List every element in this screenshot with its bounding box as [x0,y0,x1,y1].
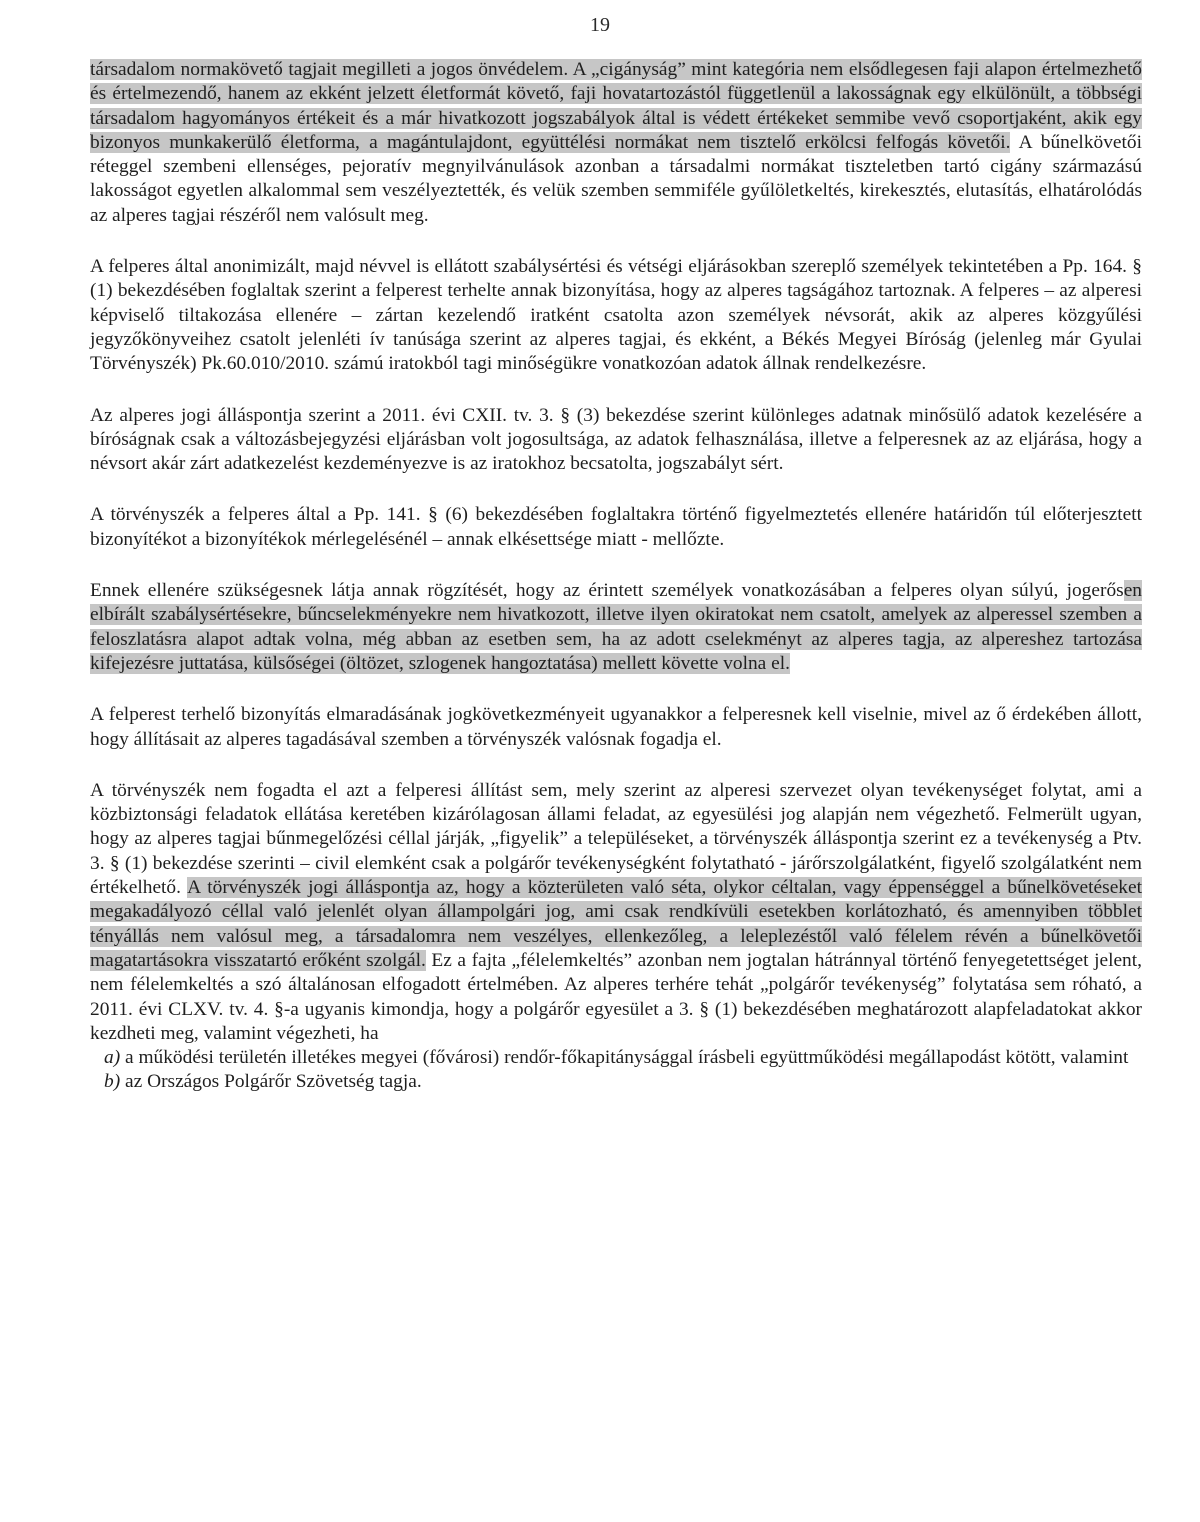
page-number: 19 [590,14,610,36]
paragraph-3 [90,404,1142,477]
list-marker: a) [104,1047,121,1069]
text-run: Ez a fajta „félelemkeltés” azonban nem jogtalan hátránnyal történő fenyegetettséget jelent, nem félelemkeltés a szó általánosan elfogadott értelmében. Az alperes terhére tehát „polgárőr tevékenység” folytatása sem róható, a 2011. évi CLXV. tv. 4. §-a ugyanis kimondja, hogy a polgárőr egyesület a 3. § (1) bekezdésében meghatározott alapfeladatokat akkor kezdheti meg, valamint végezheti, ha [90,949,1142,1044]
text-run: A törvényszék a felperes által a Pp. 141. § (6) bekezdésében foglaltakra történő figyelmeztetés ellenére határidőn túl előterjesztett bizonyítékot a bizonyítékok mérlegelésénél – annak elkésettsége miatt - mellőzte. [90,504,1142,550]
list-marker: b) [104,1071,121,1093]
document-body [90,58,1142,1095]
highlighted-passage: en elbírált szabálysértésekre, bűncselekményekre nem hivatkozott, illetve ilyen okiratokat nem csatolt, amelyek az alperessel szemben a feloszlatásra alapot adtak volna, még abban az esetben sem, ha az adott cselekményt az alperes tagja, az alpereshez tartozása kifejezésre juttatása, külsőségei (öltözet, szlogenek hangoztatása) mellett követte volna el. [90,580,1142,674]
paragraph-7 [90,779,1142,1046]
text-run: A bűnelkövetői réteggel szembeni ellenséges, pejoratív megnyilvánulások azonban a társadalmi normákat tiszteletben tartó cigány származású lakosságot egyetlen alkalommal sem veszélyeztették, és velük szemben semmiféle gyűlöletkeltés, kirekesztés, elutasítás, elhatárolódás az alperes tagjai részéről nem valósult meg. [90,131,1142,226]
paragraph-1 [90,58,1142,228]
text-run: A felperes által anonimizált, majd névvel is ellátott szabálysértési és vétségi eljárásokban szereplő személyek tekintetében a Pp. 164. § (1) bekezdésében foglaltak szerint a felperest terhelte annak bizonyítása, hogy az alperes tagságához tartoznak. A felperes – az alperesi képviselő tiltakozása ellenére – zártan kezelendő iratként csatolta azon személyek névsorát, akik az alperes közgyűlési jegyzőkönyveihez csatolt jelenléti ív tanúsága szerint az alperes tagjai, és ekként, a Békés Megyei Bíróság (jelenleg már Gyulai Törvényszék) Pk.60.010/2010. számú iratokból tagi minőségükre vonatkozóan adatok állnak rendelkezésre. [90,256,1142,375]
list-item-b [90,1070,1142,1094]
paragraph-2 [90,255,1142,376]
text-run: Ennek ellenére szükségesnek látja annak rögzítését, hogy az érintett személyek vonatkozásában a felperes olyan súlyú, jogerős [90,580,1124,602]
paragraph-5 [90,579,1142,676]
highlighted-passage: társadalom normakövető tagjait megilleti a jogos önvédelem. A „cigányság” mint kategória nem elsődlegesen faji alapon értelmezhető és értelmezendő, hanem az ekként jelzett életformát követő, faji hovatartozástól függetlenül a lakosságnak egy elkülönült, a többségi társadalom hagyományos értékeit és a már hivatkozott jogszabályok által is védett értékeket semmibe vevő csoportjaként, akik egy bizonyos munkakerülő életforma, a magántulajdont, együttélési normákat nem tisztelő erkölcsi felfogás követői. [90,59,1142,153]
highlighted-passage: A törvényszék jogi álláspontja az, hogy a közterületen való séta, olykor céltalan, vagy éppenséggel a bűnelkövetéseket megakadályozó céllal való jelenlét olyan állampolgári jog, ami csak rendkívüli esetekben korlátozható, és amennyiben többlet tényállás nem valósul meg, a társadalomra nem veszélyes, ellenkezőleg, a leleplezéstől való félelem révén a bűnelkövetői magatartásokra visszatartó erőként szolgál. [90,877,1142,971]
paragraph-4 [90,503,1142,552]
text-run: A felperest terhelő bizonyítás elmaradásának jogkövetkezményeit ugyanakkor a felperesnek kell viselnie, mivel az ő érdekében állott, hogy állításait az alperes tagadásával szemben a törvényszék valósnak fogadja el. [90,704,1142,750]
text-run: A törvényszék nem fogadta el azt a felperesi állítást sem, mely szerint az alperesi szervezet olyan tevékenységet folytat, ami a közbiztonsági feladatok ellátása keretében kizárólagosan állami feladat, az egyesülési jog alapján nem végezhető. Felmerült ugyan, hogy az alperes tagjai bűnmegelőzési céllal járják, „figyelik” a településeket, a törvényszék álláspontja szerint ez a tevékenység a Ptv. 3. § (1) bekezdése szerinti – civil elemként csak a polgárőr tevékenységként folytatható - járőrszolgálatként, figyelő szolgálatként nem értékelhető. [90,779,1142,899]
list-item-a [90,1046,1142,1070]
list-item-text: a működési területén illetékes megyei (fővárosi) rendőr-főkapitánysággal írásbeli együttműködési megállapodást kötött, valamint [120,1047,1129,1069]
list-item-text: az Országos Polgárőr Szövetség tagja. [120,1071,422,1093]
text-run: Az alperes jogi álláspontja szerint a 2011. évi CXII. tv. 3. § (3) bekezdése szerint különleges adatnak minősülő adatok kezelésére a bíróságnak csak a változásbejegyzési eljárásban volt jogosultsága, az adatok felhasználása, illetve a felperesnek az az eljárása, hogy a névsort akár zárt adatkezelést kezdeményezve is az iratokhoz becsatolta, jogszabályt sért. [90,404,1142,475]
paragraph-6 [90,703,1142,752]
